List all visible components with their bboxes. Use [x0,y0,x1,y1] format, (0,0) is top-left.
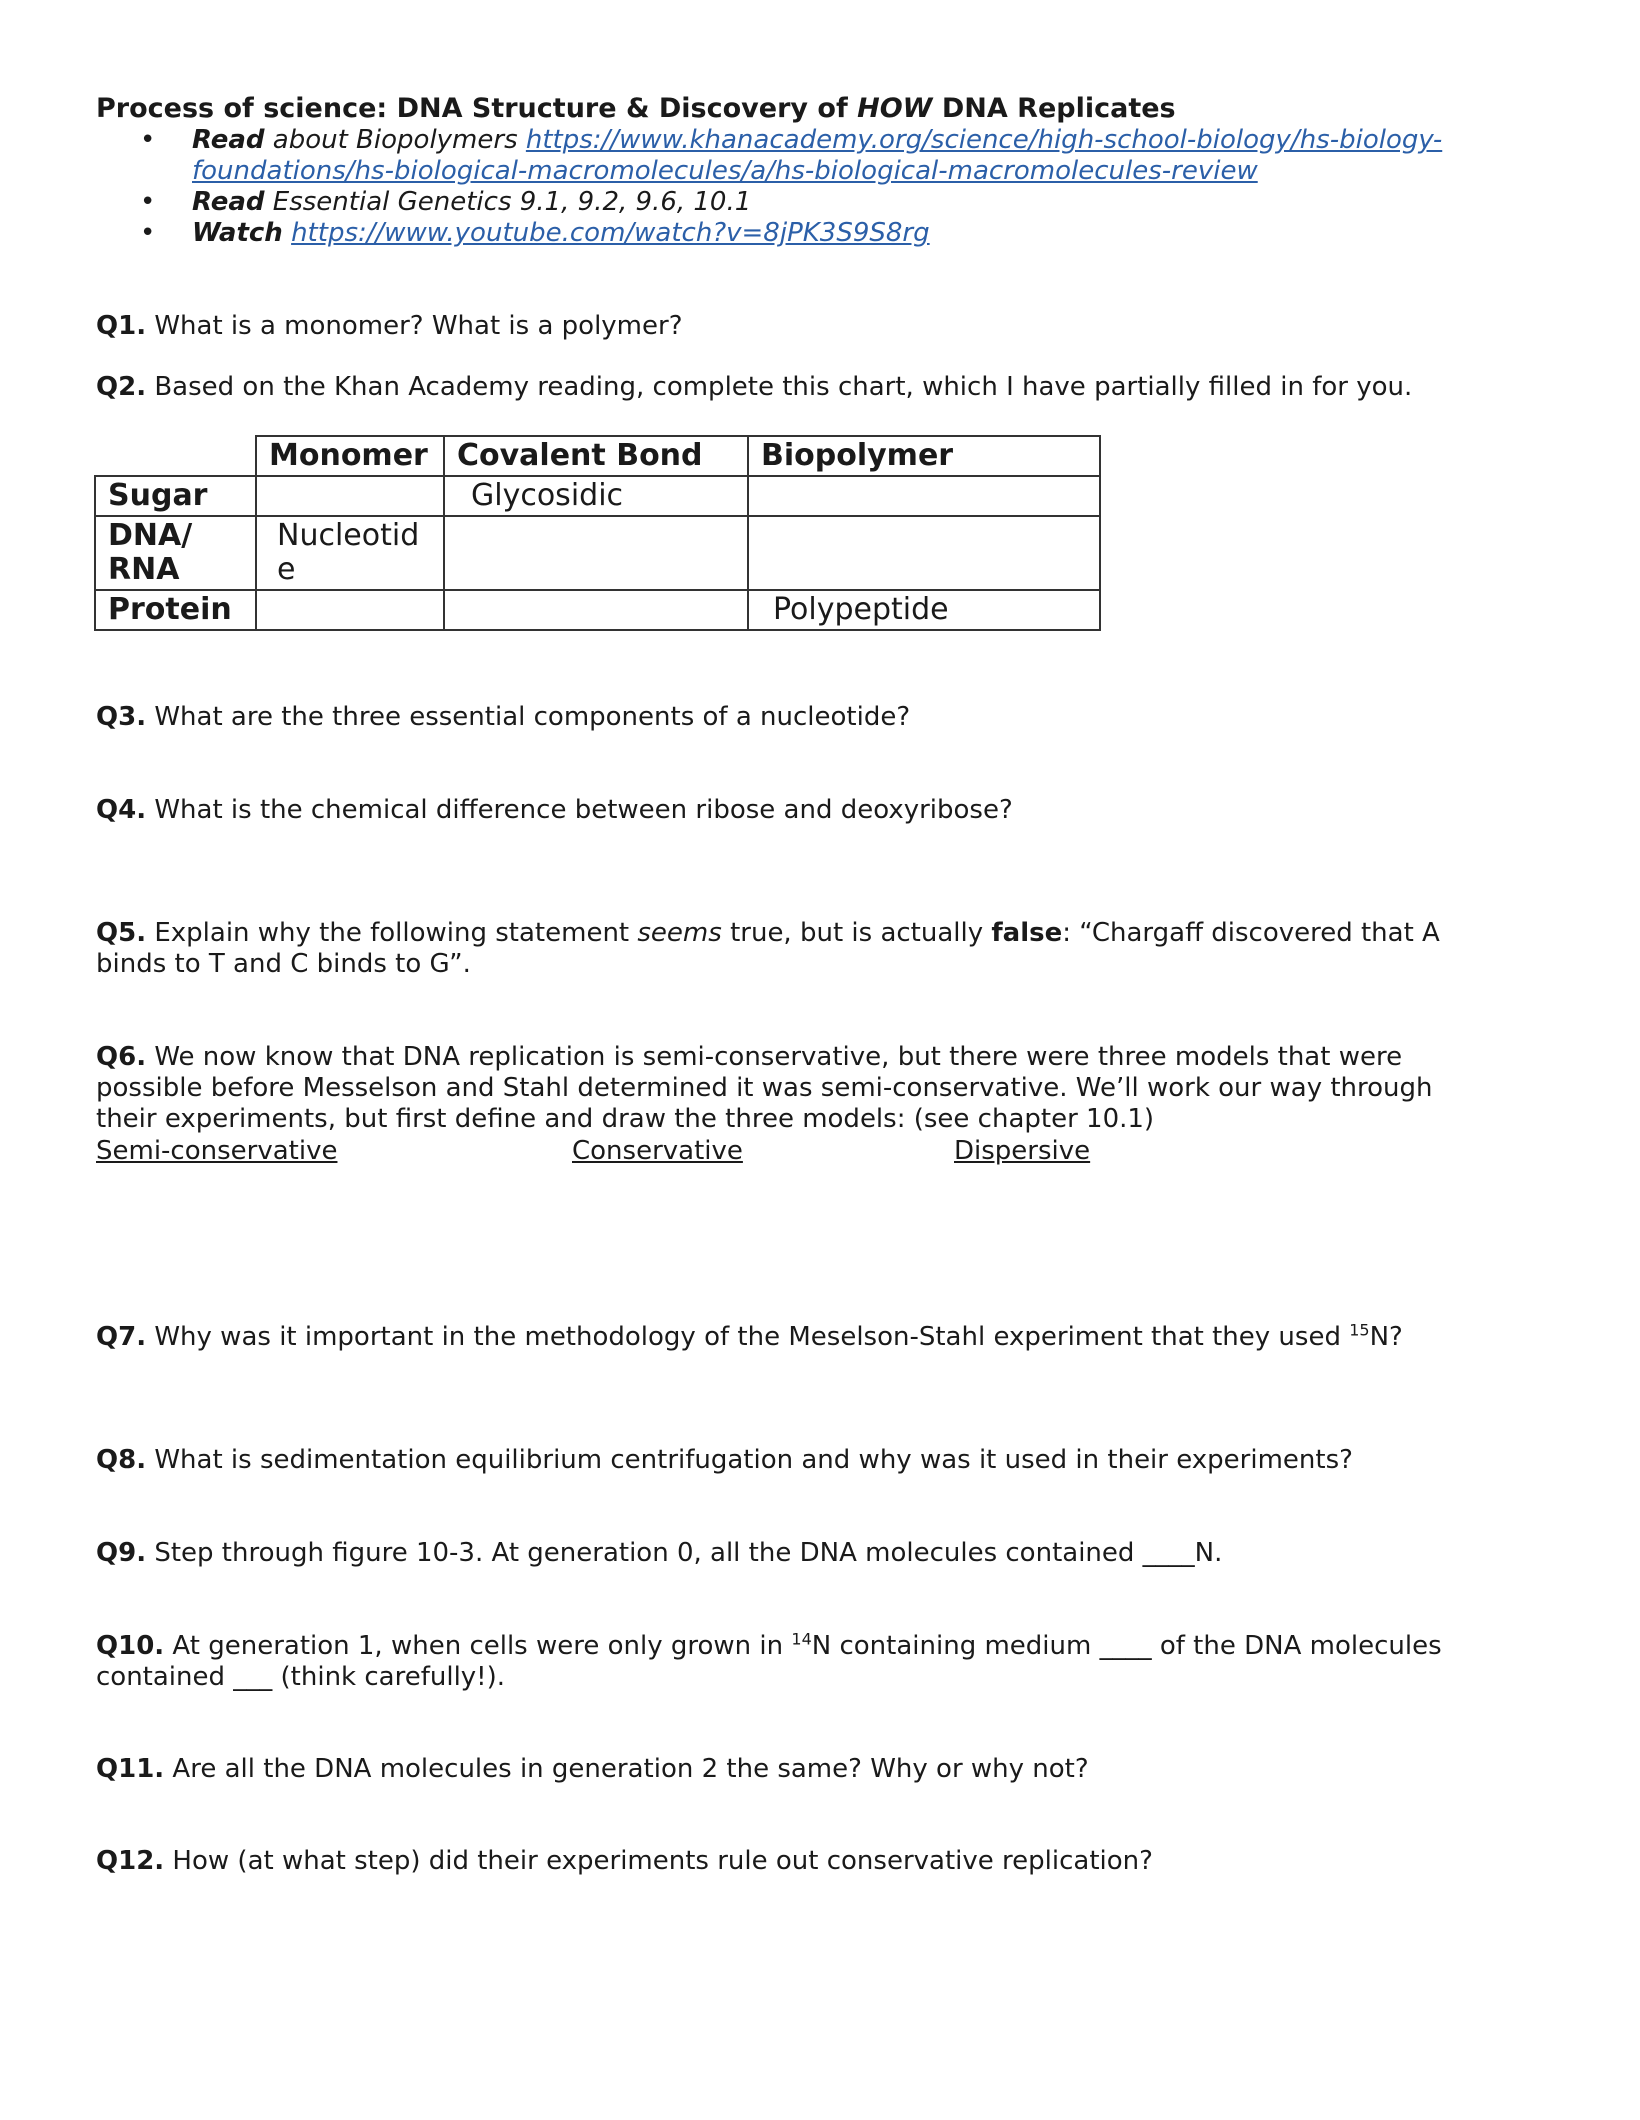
model-dispersive: Dispersive [954,1136,1091,1166]
reading-item: • Watch https://www.youtube.com/watch?v=8jPK3S9S8rg [140,218,930,248]
bullet-icon: • [140,187,156,217]
cell-dna-monomer: Nucleotid e [256,516,444,590]
cell-dna-biopolymer [748,516,1100,590]
table-corner-cell [95,436,256,476]
table-row [95,476,1100,516]
question-q10: Q10. At generation 1, when cells were only grown in $^{14}$N containing medium ____ of the DNA molecules contained ___ (think carefully!). [96,1629,1442,1692]
cell-dna-bond [444,516,748,590]
youtube-link[interactable]: https://www.youtube.com/watch?v=8jPK3S9S8rg [291,218,930,248]
cell-sugar-bond: Glycosidic [444,476,748,516]
question-q1: Q1. What is a monomer? What is a polymer? [96,311,683,341]
table-row [95,590,1100,630]
model-semi-conservative: Semi-conservative [96,1136,338,1166]
bullet-icon: • [140,218,156,248]
biopolymer-chart [94,435,1101,631]
question-q3: Q3. What are the three essential components of a nucleotide? [96,702,911,732]
page-title: Process of science: DNA Structure & Discovery of HOW DNA Replicates [96,93,1176,124]
question-q9: Q9. Step through figure 10-3. At generation 0, all the DNA molecules contained ____N. [96,1538,1223,1568]
header-biopolymer: Biopolymer [748,436,1100,476]
question-q6: Q6. We now know that DNA replication is semi-conservative, but there were three models that were possible before Messelson and Stahl determined it was semi-conservative. We’ll work our way through their experiments, but first define and draw the three models: (see chapter 10.1) [96,1042,1433,1134]
replication-models [96,1136,1296,1170]
table-row [95,516,1100,590]
question-q2: Q2. Based on the Khan Academy reading, complete this chart, which I have partially filled in for you. [96,372,1413,402]
table-row [95,436,1100,476]
model-conservative: Conservative [572,1136,743,1166]
header-monomer: Monomer [256,436,444,476]
row-label-sugar: Sugar [95,476,256,516]
cell-protein-biopolymer: Polypeptide [748,590,1100,630]
reading-item: • Read about Biopolymers https://www.khanacademy.org/science/high-school-biology/hs-biology-foundations/hs-biological-macromolecules/a/hs-biological-macromolecules-review [140,125,1443,186]
header-covalent-bond: Covalent Bond [444,436,748,476]
question-q12: Q12. How (at what step) did their experiments rule out conservative replication? [96,1846,1153,1876]
row-label-dna-rna: DNA/ RNA [95,516,256,590]
row-label-protein: Protein [95,590,256,630]
reading-list [140,125,1520,249]
cell-protein-monomer [256,590,444,630]
reading-item: • Read Essential Genetics 9.1, 9.2, 9.6, 10.1 [140,187,752,217]
question-q8: Q8. What is sedimentation equilibrium centrifugation and why was it used in their experiments? [96,1445,1353,1475]
bullet-icon: • [140,125,156,155]
cell-protein-bond [444,590,748,630]
cell-sugar-biopolymer [748,476,1100,516]
question-q4: Q4. What is the chemical difference between ribose and deoxyribose? [96,795,1013,825]
question-q5: Q5. Explain why the following statement seems true, but is actually false: “Chargaff discovered that A binds to T and C binds to G”. [96,918,1440,979]
cell-sugar-monomer [256,476,444,516]
khan-academy-link[interactable]: https://www.khanacademy.org/science/high-school-biology/hs-biology-foundations/hs-biological-macromolecules/a/hs-biological-macromolecules-review [192,125,1443,186]
question-q11: Q11. Are all the DNA molecules in generation 2 the same? Why or why not? [96,1754,1089,1784]
question-q7: Q7. Why was it important in the methodology of the Meselson-Stahl experiment that they used $^{15}$N? [96,1320,1403,1352]
